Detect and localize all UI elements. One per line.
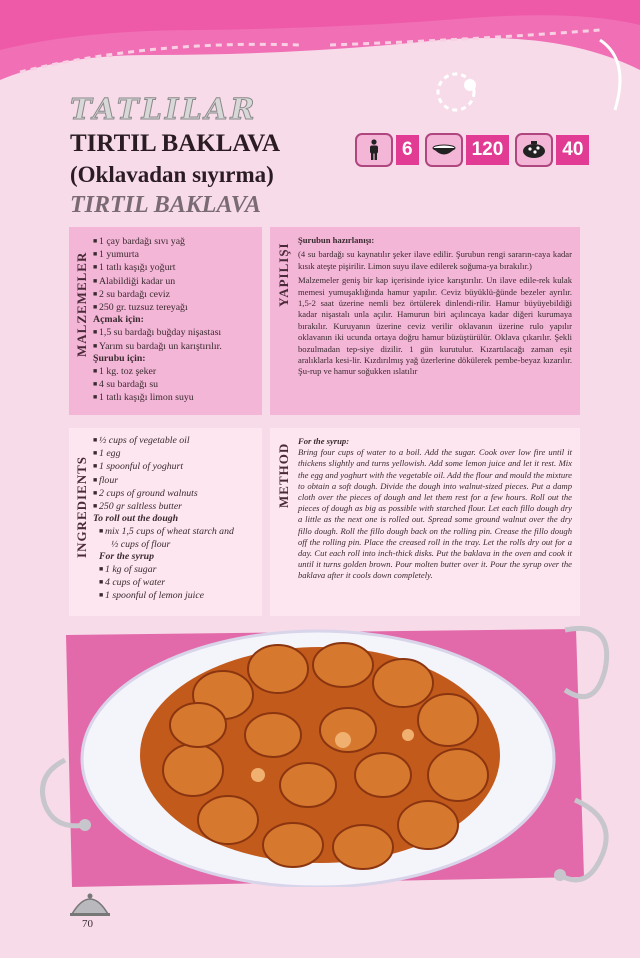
list-item: ■ 250 gr saltless butter [93, 500, 234, 513]
recipe-title-en: TIRTIL BAKLAVA [70, 192, 261, 218]
list-item: ■ 4 cups of water [93, 576, 234, 589]
en-method-body: Bring four cups of water to a boil. Add the sugar. Cook over low fire until it thickens slightly and turns yellowish. Add some lemon juice and let it rest. Mix the egg and yoghurt with the vegetable oil. Add the flour and mould the mixture to obtain a soft dough. Divide the dough into walnut-sized pieces. Put a damp cloth over the pieces of dough and let them rest for a few hours. Roll out the pieces of dough as big as possible with starched flour. Let each fillo dough dry a little as the next one is rolled out. Spread some ground walnut over the dry fillo dough. Roll the fillo dough back on the rolling pin. Crease the fillo dough off the rolling pin. Place the creased roll in the tray. Let the rolls dry out for a day. Cut each roll into inch-thick disks. Put the baklava in the oven and cook it until it turns golden brown. Pour molten butter over it. Pour the syrup over the baklava after it cools down completely. [298, 447, 572, 581]
tr-ingredients-label: MALZEMELER [74, 251, 89, 357]
list-item: ■ 1 tatlı kaşığı limon suyu [93, 391, 222, 404]
list-item: ■ 1 çay bardağı sıvı yağ [93, 235, 222, 248]
list-item: ■ Alabildiği kadar un [93, 275, 222, 288]
pot-icon [425, 133, 463, 167]
list-item: ■ 1 yumurta [93, 248, 222, 261]
list-item: ■ flour [93, 474, 234, 487]
person-icon [355, 133, 393, 167]
list-item: ■ 1 kg. toz şeker [93, 365, 222, 378]
tr-method-text [298, 235, 572, 381]
list-item: ■ mix 1,5 cups of wheat starch and [93, 525, 234, 538]
pieces-stat [515, 133, 589, 167]
pieces-value: 40 [556, 135, 589, 165]
en-syrup-title: For the syrup [99, 550, 154, 562]
swirl-decoration-left [30, 755, 100, 845]
section-title: TATLILAR [70, 92, 258, 126]
recipe-title: TIRTIL BAKLAVA [70, 130, 281, 157]
tr-method-label: YAPILIŞI [276, 242, 291, 307]
tr-syrup-title: Şurubu için: [93, 352, 146, 364]
list-item: ½ cups of flour [111, 538, 171, 550]
list-item: ■ 1 kg of sugar [93, 563, 234, 576]
en-method-label: METHOD [276, 442, 291, 508]
swirl-decoration-right [545, 610, 625, 910]
servings-value: 6 [396, 135, 419, 165]
tray-icon [515, 133, 553, 167]
time-stat [425, 133, 510, 167]
list-item: ■ 4 su bardağı su [93, 378, 222, 391]
baklava-photo [58, 625, 584, 887]
tr-method-p2: Malzemeler geniş bir kap içerisinde iyice karıştırılır. Un ilave edile-rek kulak memesi yumuşaklığında hamur yapılır. Ceviz büyüklü-ğünde bezeler ayrılır. 1,5-2 saat üzerine nemli bez örtülerek dinlendi-rilir. Hamur büyüyebildiği kadar nişastalı unla açılır. Hamurun biri açılıncaya kadar diğeri kurumaya bırakılır. Kuruyanın üzerine ceviz verilir oklavanın üzerine rulo yapılır oklavanın iki ucunda ortaya doğru hamur büzüştürülür. Oklava çıkarılır. Şekli bozulmadan tep-siye dizilir. 1 gün kurutulur. Kızartılacağı zaman eşit aralıklarla kesi-lir. Kızdırılmış yağ üzerlerine dökülerek pembe-beyaz kızarılır. Şu-rup ve hamur soğukken ıslatılır [298, 275, 572, 377]
time-value: 120 [466, 135, 510, 165]
list-item: ■ 2 su bardağı ceviz [93, 288, 222, 301]
tr-ingredients-panel [69, 227, 262, 415]
list-item: ■ 1 tatlı kaşığı yoğurt [93, 261, 222, 274]
en-ingredients-label: INGREDIENTS [74, 455, 89, 558]
recipe-stats [355, 133, 589, 167]
tr-method-p1: (4 su bardağı su kaynatılır şeker ilave edilir. Şurubun rengi sararın-caya kadar kısık ateşte pişirilir. Limon suyu ilave edilerek soğuma-ya bırakılır.) [298, 249, 572, 271]
tr-method-title: Şurubun hazırlanışı: [298, 235, 375, 245]
tr-method-panel [270, 227, 580, 415]
list-item: ■ 250 gr. tuzsuz tereyağı [93, 301, 222, 314]
list-item: ■ 1 spoonful of yoghurt [93, 460, 234, 473]
en-method-title: For the syrup: [298, 436, 350, 446]
list-item: ■ ½ cups of vegetable oil [93, 434, 234, 447]
cloche-icon [68, 890, 112, 918]
en-ingredients-panel [69, 428, 262, 616]
recipe-subtitle: (Oklavadan sıyırma) [70, 162, 274, 187]
tr-opening-title: Açmak için: [93, 314, 144, 326]
en-method-text [298, 436, 572, 585]
tr-ingredients-list [93, 235, 222, 405]
servings-stat [355, 133, 419, 167]
en-roll-title: To roll out the dough [93, 513, 179, 525]
list-item: ■ 1 spoonful of lemon juice [93, 589, 234, 602]
list-item: ■ 2 cups of ground walnuts [93, 487, 234, 500]
en-method-panel [270, 428, 580, 616]
list-item: ■ 1,5 su bardağı buğday nişastası [93, 326, 222, 339]
list-item: ■ Yarım su bardağı un karıştırılır. [93, 340, 222, 353]
en-ingredients-list [93, 434, 234, 603]
page-number: 70 [82, 918, 93, 930]
list-item: ■ 1 egg [93, 447, 234, 460]
